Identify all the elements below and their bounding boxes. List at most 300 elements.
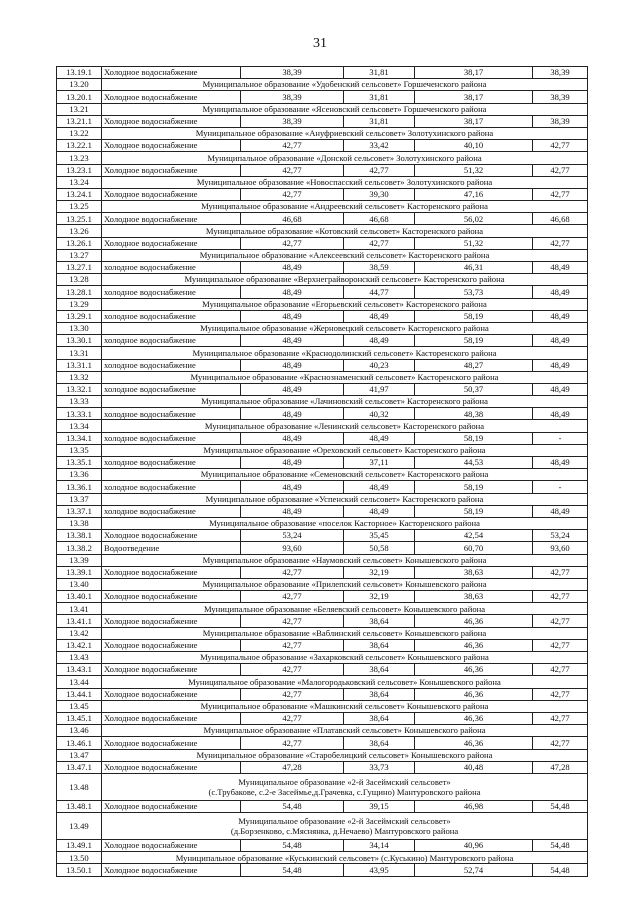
row-code: 13.39 bbox=[57, 554, 102, 566]
row-code: 13.20.1 bbox=[57, 91, 102, 103]
municipality-row bbox=[57, 603, 588, 615]
tariff-value-3: 46,36 bbox=[415, 615, 533, 627]
tariff-table bbox=[56, 66, 588, 877]
service-name: холодное водоснабжение bbox=[102, 335, 241, 347]
tariff-value-4: 48,49 bbox=[533, 262, 588, 274]
service-name: Холодное водоснабжение bbox=[102, 188, 241, 200]
municipality-row bbox=[57, 420, 588, 432]
tariff-value-4: 93,60 bbox=[533, 542, 588, 554]
municipality-row bbox=[57, 371, 588, 383]
row-code: 13.21.1 bbox=[57, 115, 102, 127]
tariff-value-3: 48,27 bbox=[415, 359, 533, 371]
tariff-value-1: 42,77 bbox=[241, 615, 344, 627]
municipality-row bbox=[57, 493, 588, 505]
tariff-value-3: 38,63 bbox=[415, 591, 533, 603]
tariff-value-2: 42,77 bbox=[344, 237, 415, 249]
tariff-value-3: 50,37 bbox=[415, 383, 533, 395]
row-code: 13.33 bbox=[57, 396, 102, 408]
tariff-value-4: 42,77 bbox=[533, 688, 588, 700]
tariff-value-1: 42,77 bbox=[241, 164, 344, 176]
tariff-value-2: 38,59 bbox=[344, 262, 415, 274]
municipality-name-line: Муниципальное образование «2-й Засеймский сельсовет» bbox=[238, 776, 451, 787]
tariff-value-2: 48,49 bbox=[344, 310, 415, 322]
tariff-value-2: 40,23 bbox=[344, 359, 415, 371]
tariff-value-3: 58,19 bbox=[415, 432, 533, 444]
tariff-value-1: 42,77 bbox=[241, 237, 344, 249]
tariff-value-1: 48,49 bbox=[241, 481, 344, 493]
tariff-value-2: 38,64 bbox=[344, 712, 415, 724]
row-code: 13.31.1 bbox=[57, 359, 102, 371]
municipality-name: Муниципальное образование «Краснознаменский сельсовет» Касторенского района bbox=[102, 371, 588, 383]
service-name: Холодное водоснабжение bbox=[102, 530, 241, 542]
municipality-row bbox=[57, 700, 588, 712]
municipality-row bbox=[57, 347, 588, 359]
table-row bbox=[57, 457, 588, 469]
tariff-value-3: 38,17 bbox=[415, 67, 533, 79]
table-row bbox=[57, 840, 588, 852]
service-name: холодное водоснабжение bbox=[102, 286, 241, 298]
row-code: 13.29 bbox=[57, 298, 102, 310]
table-row bbox=[57, 286, 588, 298]
tariff-value-4: 42,77 bbox=[533, 566, 588, 578]
municipality-name: Муниципальное образование «поселок Касторное» Касторенского района bbox=[102, 517, 588, 529]
tariff-value-4: 42,77 bbox=[533, 615, 588, 627]
municipality-name: Муниципальное образование «Верхнеграйворонский сельсовет» Касторенского района bbox=[102, 274, 588, 286]
service-name: Холодное водоснабжение bbox=[102, 164, 241, 176]
table-row bbox=[57, 864, 588, 876]
row-code: 13.47 bbox=[57, 749, 102, 761]
row-code: 13.28 bbox=[57, 274, 102, 286]
tariff-value-1: 54,48 bbox=[241, 840, 344, 852]
tariff-value-4: 48,49 bbox=[533, 408, 588, 420]
municipality-name: Муниципальное образование «Платавский сельсовет» Конышевского района bbox=[102, 725, 588, 737]
service-name: Холодное водоснабжение bbox=[102, 91, 241, 103]
tariff-value-2: 34,14 bbox=[344, 840, 415, 852]
municipality-name-line: (д.Борзенково, с.Мяснянка, д.Нечаево) Мантуровского района bbox=[230, 826, 459, 837]
tariff-value-1: 42,77 bbox=[241, 664, 344, 676]
municipality-row bbox=[57, 249, 588, 261]
service-name: холодное водоснабжение bbox=[102, 457, 241, 469]
tariff-value-4: 42,77 bbox=[533, 188, 588, 200]
municipality-row bbox=[57, 813, 588, 840]
tariff-value-2: 33,73 bbox=[344, 761, 415, 773]
row-code: 13.33.1 bbox=[57, 408, 102, 420]
municipality-name: Муниципальное образование «Малогородьковский сельсовет» Конышевского района bbox=[102, 676, 588, 688]
tariff-value-2: 39,30 bbox=[344, 188, 415, 200]
row-code: 13.43 bbox=[57, 652, 102, 664]
service-name: холодное водоснабжение bbox=[102, 432, 241, 444]
table-row bbox=[57, 188, 588, 200]
tariff-value-3: 46,36 bbox=[415, 688, 533, 700]
row-code: 13.46 bbox=[57, 725, 102, 737]
municipality-name: Муниципальное образование «Прилепский сельсовет» Конышевского района bbox=[102, 578, 588, 590]
tariff-value-1: 48,49 bbox=[241, 408, 344, 420]
row-code: 13.22.1 bbox=[57, 140, 102, 152]
tariff-value-4: 54,48 bbox=[533, 840, 588, 852]
tariff-value-2: 32,19 bbox=[344, 591, 415, 603]
row-code: 13.23.1 bbox=[57, 164, 102, 176]
municipality-row bbox=[57, 469, 588, 481]
service-name: Холодное водоснабжение bbox=[102, 591, 241, 603]
tariff-value-3: 58,19 bbox=[415, 310, 533, 322]
table-row bbox=[57, 335, 588, 347]
tariff-value-3: 40,48 bbox=[415, 761, 533, 773]
municipality-name: Муниципальное образование «Андреевский сельсовет» Касторенского района bbox=[102, 201, 588, 213]
tariff-value-2: 31,81 bbox=[344, 91, 415, 103]
row-code: 13.50.1 bbox=[57, 864, 102, 876]
row-code: 13.28.1 bbox=[57, 286, 102, 298]
row-code: 13.25 bbox=[57, 201, 102, 213]
municipality-row bbox=[57, 554, 588, 566]
municipality-name-line: Муниципальное образование «2-й Засеймский сельсовет» bbox=[238, 815, 451, 826]
table-row bbox=[57, 530, 588, 542]
row-code: 13.27.1 bbox=[57, 262, 102, 274]
tariff-value-4: - bbox=[533, 432, 588, 444]
tariff-value-3: 47,16 bbox=[415, 188, 533, 200]
tariff-value-1: 42,77 bbox=[241, 712, 344, 724]
municipality-name: Муниципальное образование «Донской сельсовет» Золотухинского района bbox=[102, 152, 588, 164]
tariff-value-2: 44,77 bbox=[344, 286, 415, 298]
municipality-name: Муниципальное образование «Ваблинский сельсовет» Конышевского района bbox=[102, 627, 588, 639]
municipality-row bbox=[57, 274, 588, 286]
table-row bbox=[57, 359, 588, 371]
tariff-value-1: 42,77 bbox=[241, 188, 344, 200]
municipality-row bbox=[57, 676, 588, 688]
table-row bbox=[57, 140, 588, 152]
tariff-value-4: 42,77 bbox=[533, 737, 588, 749]
municipality-row bbox=[57, 322, 588, 334]
table-row bbox=[57, 615, 588, 627]
municipality-name: Муниципальное образование «Куськинский сельсовет» (с.Куськино) Мантуровского района bbox=[102, 852, 588, 864]
municipality-row bbox=[57, 152, 588, 164]
municipality-row bbox=[57, 852, 588, 864]
tariff-value-2: 41,97 bbox=[344, 383, 415, 395]
tariff-value-4: 48,49 bbox=[533, 310, 588, 322]
tariff-value-4: 42,77 bbox=[533, 140, 588, 152]
row-code: 13.31 bbox=[57, 347, 102, 359]
tariff-value-4: 54,48 bbox=[533, 864, 588, 876]
tariff-value-2: 33,42 bbox=[344, 140, 415, 152]
row-code: 13.24 bbox=[57, 176, 102, 188]
tariff-value-4: 48,49 bbox=[533, 286, 588, 298]
tariff-value-4: 54,48 bbox=[533, 800, 588, 812]
tariff-value-3: 58,19 bbox=[415, 505, 533, 517]
service-name: Холодное водоснабжение bbox=[102, 761, 241, 773]
municipality-name: Муниципальное образование «Краснодолинский сельсовет» Касторенского района bbox=[102, 347, 588, 359]
tariff-value-3: 46,36 bbox=[415, 639, 533, 651]
row-code: 13.34 bbox=[57, 420, 102, 432]
table-row bbox=[57, 432, 588, 444]
row-code: 13.45 bbox=[57, 700, 102, 712]
tariff-value-2: 38,64 bbox=[344, 615, 415, 627]
municipality-name: Муниципальное образование «Захарковский сельсовет» Конышевского района bbox=[102, 652, 588, 664]
service-name: Холодное водоснабжение bbox=[102, 213, 241, 225]
tariff-value-3: 51,32 bbox=[415, 164, 533, 176]
table-row bbox=[57, 213, 588, 225]
row-code: 13.27 bbox=[57, 249, 102, 261]
row-code: 13.44.1 bbox=[57, 688, 102, 700]
municipality-name bbox=[102, 813, 588, 840]
service-name: Холодное водоснабжение bbox=[102, 67, 241, 79]
tariff-value-1: 42,77 bbox=[241, 737, 344, 749]
service-name: Холодное водоснабжение bbox=[102, 639, 241, 651]
row-code: 13.26.1 bbox=[57, 237, 102, 249]
tariff-value-4: 42,77 bbox=[533, 712, 588, 724]
tariff-value-2: 42,77 bbox=[344, 164, 415, 176]
row-code: 13.21 bbox=[57, 103, 102, 115]
row-code: 13.42.1 bbox=[57, 639, 102, 651]
tariff-value-4: 42,77 bbox=[533, 591, 588, 603]
service-name: Холодное водоснабжение bbox=[102, 615, 241, 627]
service-name: Холодное водоснабжение bbox=[102, 840, 241, 852]
table-row bbox=[57, 566, 588, 578]
table-row bbox=[57, 800, 588, 812]
municipality-name: Муниципальное образование «Ореховский сельсовет» Касторенского района bbox=[102, 444, 588, 456]
table-row bbox=[57, 115, 588, 127]
tariff-value-1: 42,77 bbox=[241, 639, 344, 651]
tariff-value-1: 48,49 bbox=[241, 505, 344, 517]
row-code: 13.36 bbox=[57, 469, 102, 481]
service-name: холодное водоснабжение bbox=[102, 505, 241, 517]
row-code: 13.23 bbox=[57, 152, 102, 164]
municipality-name: Муниципальное образование «Ануфриевский сельсовет» Золотухинского района bbox=[102, 127, 588, 139]
table-row bbox=[57, 310, 588, 322]
row-code: 13.43.1 bbox=[57, 664, 102, 676]
service-name: Холодное водоснабжение bbox=[102, 688, 241, 700]
tariff-value-1: 47,28 bbox=[241, 761, 344, 773]
tariff-value-3: 48,38 bbox=[415, 408, 533, 420]
tariff-value-1: 48,49 bbox=[241, 383, 344, 395]
tariff-value-4: 42,77 bbox=[533, 639, 588, 651]
tariff-value-1: 54,48 bbox=[241, 800, 344, 812]
municipality-name: Муниципальное образование «Егорьевский сельсовет» Касторенского района bbox=[102, 298, 588, 310]
tariff-value-2: 38,64 bbox=[344, 688, 415, 700]
table-row bbox=[57, 91, 588, 103]
table-row bbox=[57, 237, 588, 249]
municipality-row bbox=[57, 176, 588, 188]
tariff-value-1: 42,77 bbox=[241, 566, 344, 578]
tariff-value-2: 40,32 bbox=[344, 408, 415, 420]
tariff-value-2: 35,45 bbox=[344, 530, 415, 542]
tariff-value-1: 38,39 bbox=[241, 67, 344, 79]
municipality-name: Муниципальное образование «Ясеновский сельсовет» Горшеченского района bbox=[102, 103, 588, 115]
municipality-name: Муниципальное образование «Удобенский сельсовет» Горшеченского района bbox=[102, 79, 588, 91]
row-code: 13.49.1 bbox=[57, 840, 102, 852]
row-code: 13.38.1 bbox=[57, 530, 102, 542]
tariff-value-3: 46,98 bbox=[415, 800, 533, 812]
tariff-value-3: 40,96 bbox=[415, 840, 533, 852]
row-code: 13.20 bbox=[57, 79, 102, 91]
table-row bbox=[57, 505, 588, 517]
table-row bbox=[57, 164, 588, 176]
tariff-value-4: 48,49 bbox=[533, 335, 588, 347]
tariff-value-4: 48,49 bbox=[533, 505, 588, 517]
tariff-value-1: 48,49 bbox=[241, 310, 344, 322]
tariff-value-3: 53,73 bbox=[415, 286, 533, 298]
service-name: Холодное водоснабжение bbox=[102, 566, 241, 578]
table-row bbox=[57, 761, 588, 773]
tariff-value-2: 48,49 bbox=[344, 335, 415, 347]
service-name: холодное водоснабжение bbox=[102, 383, 241, 395]
tariff-value-1: 48,49 bbox=[241, 262, 344, 274]
tariff-value-3: 44,53 bbox=[415, 457, 533, 469]
tariff-value-2: 38,64 bbox=[344, 664, 415, 676]
tariff-value-2: 31,81 bbox=[344, 67, 415, 79]
service-name: Холодное водоснабжение bbox=[102, 712, 241, 724]
tariff-value-3: 42,54 bbox=[415, 530, 533, 542]
row-code: 13.30 bbox=[57, 322, 102, 334]
tariff-value-4: 42,77 bbox=[533, 664, 588, 676]
service-name: холодное водоснабжение bbox=[102, 481, 241, 493]
row-code: 13.41 bbox=[57, 603, 102, 615]
row-code: 13.36.1 bbox=[57, 481, 102, 493]
municipality-name: Муниципальное образование «Ленинский сельсовет» Касторенского района bbox=[102, 420, 588, 432]
service-name: Холодное водоснабжение bbox=[102, 864, 241, 876]
service-name: Холодное водоснабжение bbox=[102, 140, 241, 152]
tariff-value-4: 42,77 bbox=[533, 237, 588, 249]
tariff-value-4: 38,39 bbox=[533, 67, 588, 79]
tariff-value-1: 48,49 bbox=[241, 335, 344, 347]
row-code: 13.47.1 bbox=[57, 761, 102, 773]
tariff-value-1: 42,77 bbox=[241, 688, 344, 700]
tariff-value-4: 42,77 bbox=[533, 164, 588, 176]
row-code: 13.34.1 bbox=[57, 432, 102, 444]
tariff-value-4: 38,39 bbox=[533, 115, 588, 127]
tariff-value-4: 48,49 bbox=[533, 457, 588, 469]
service-name: Холодное водоснабжение bbox=[102, 737, 241, 749]
tariff-value-2: 50,58 bbox=[344, 542, 415, 554]
tariff-value-1: 48,49 bbox=[241, 286, 344, 298]
municipality-row bbox=[57, 225, 588, 237]
municipality-name bbox=[102, 773, 588, 800]
row-code: 13.38 bbox=[57, 517, 102, 529]
municipality-row bbox=[57, 773, 588, 800]
row-code: 13.25.1 bbox=[57, 213, 102, 225]
table-row bbox=[57, 688, 588, 700]
row-code: 13.37 bbox=[57, 493, 102, 505]
tariff-value-4: 48,49 bbox=[533, 383, 588, 395]
row-code: 13.30.1 bbox=[57, 335, 102, 347]
municipality-name: Муниципальное образование «Старобелицкий сельсовет» Конышевского района bbox=[102, 749, 588, 761]
row-code: 13.45.1 bbox=[57, 712, 102, 724]
municipality-row bbox=[57, 103, 588, 115]
tariff-value-3: 58,19 bbox=[415, 481, 533, 493]
row-code: 13.19.1 bbox=[57, 67, 102, 79]
table-row bbox=[57, 67, 588, 79]
tariff-value-1: 38,39 bbox=[241, 91, 344, 103]
tariff-value-1: 48,49 bbox=[241, 359, 344, 371]
tariff-value-4: 38,39 bbox=[533, 91, 588, 103]
tariff-value-1: 93,60 bbox=[241, 542, 344, 554]
municipality-row bbox=[57, 127, 588, 139]
tariff-value-2: 48,49 bbox=[344, 432, 415, 444]
tariff-value-2: 37,11 bbox=[344, 457, 415, 469]
tariff-value-3: 52,74 bbox=[415, 864, 533, 876]
row-code: 13.48.1 bbox=[57, 800, 102, 812]
municipality-name-line: (с.Трубакове, с.2-е Засеймье,д.Грачевка, с.Гущино) Мантуровского района bbox=[208, 786, 481, 797]
tariff-value-2: 38,64 bbox=[344, 639, 415, 651]
tariff-value-1: 53,24 bbox=[241, 530, 344, 542]
service-name: Водоотведение bbox=[102, 542, 241, 554]
row-code: 13.29.1 bbox=[57, 310, 102, 322]
row-code: 13.44 bbox=[57, 676, 102, 688]
tariff-value-1: 54,48 bbox=[241, 864, 344, 876]
municipality-name: Муниципальное образование «Лачиновский сельсовет» Касторенского района bbox=[102, 396, 588, 408]
table-row bbox=[57, 664, 588, 676]
row-code: 13.32 bbox=[57, 371, 102, 383]
table-row bbox=[57, 383, 588, 395]
table-row bbox=[57, 481, 588, 493]
tariff-value-4: 48,49 bbox=[533, 359, 588, 371]
tariff-value-2: 32,19 bbox=[344, 566, 415, 578]
service-name: холодное водоснабжение bbox=[102, 310, 241, 322]
table-row bbox=[57, 591, 588, 603]
municipality-row bbox=[57, 725, 588, 737]
tariff-value-2: 31,81 bbox=[344, 115, 415, 127]
municipality-row bbox=[57, 444, 588, 456]
municipality-row bbox=[57, 627, 588, 639]
row-code: 13.26 bbox=[57, 225, 102, 237]
tariff-value-4: 46,68 bbox=[533, 213, 588, 225]
tariff-value-3: 38,63 bbox=[415, 566, 533, 578]
service-name: Холодное водоснабжение bbox=[102, 800, 241, 812]
municipality-row bbox=[57, 396, 588, 408]
row-code: 13.46.1 bbox=[57, 737, 102, 749]
row-code: 13.50 bbox=[57, 852, 102, 864]
table-row bbox=[57, 737, 588, 749]
municipality-row bbox=[57, 201, 588, 213]
tariff-value-1: 46,68 bbox=[241, 213, 344, 225]
row-code: 13.38.2 bbox=[57, 542, 102, 554]
table-row bbox=[57, 542, 588, 554]
row-code: 13.22 bbox=[57, 127, 102, 139]
row-code: 13.35.1 bbox=[57, 457, 102, 469]
tariff-value-3: 60,70 bbox=[415, 542, 533, 554]
row-code: 13.40 bbox=[57, 578, 102, 590]
municipality-name: Муниципальное образование «Беляевский сельсовет» Конышевского района bbox=[102, 603, 588, 615]
tariff-value-1: 48,49 bbox=[241, 457, 344, 469]
municipality-name: Муниципальное образование «Наумовский сельсовет» Конышевского района bbox=[102, 554, 588, 566]
row-code: 13.41.1 bbox=[57, 615, 102, 627]
tariff-value-3: 46,36 bbox=[415, 737, 533, 749]
table-row bbox=[57, 262, 588, 274]
tariff-value-3: 40,10 bbox=[415, 140, 533, 152]
tariff-value-4: 47,28 bbox=[533, 761, 588, 773]
tariff-value-1: 42,77 bbox=[241, 140, 344, 152]
tariff-value-2: 39,15 bbox=[344, 800, 415, 812]
tariff-value-3: 46,36 bbox=[415, 664, 533, 676]
row-code: 13.24.1 bbox=[57, 188, 102, 200]
service-name: холодное водоснабжение bbox=[102, 359, 241, 371]
tariff-value-2: 48,49 bbox=[344, 481, 415, 493]
row-code: 13.35 bbox=[57, 444, 102, 456]
municipality-name: Муниципальное образование «Алексеевский сельсовет» Касторенского района bbox=[102, 249, 588, 261]
tariff-value-2: 43,95 bbox=[344, 864, 415, 876]
tariff-value-2: 38,64 bbox=[344, 737, 415, 749]
service-name: Холодное водоснабжение bbox=[102, 237, 241, 249]
service-name: холодное водоснабжение bbox=[102, 262, 241, 274]
page-number: 31 bbox=[313, 36, 327, 51]
tariff-value-3: 46,36 bbox=[415, 712, 533, 724]
municipality-name: Муниципальное образование «Жерновецкий сельсовет» Касторенского района bbox=[102, 322, 588, 334]
municipality-name: Муниципальное образование «Семеновский сельсовет» Касторенского района bbox=[102, 469, 588, 481]
municipality-row bbox=[57, 652, 588, 664]
tariff-value-2: 46,68 bbox=[344, 213, 415, 225]
service-name: Холодное водоснабжение bbox=[102, 664, 241, 676]
municipality-row bbox=[57, 517, 588, 529]
table-row bbox=[57, 639, 588, 651]
municipality-row bbox=[57, 749, 588, 761]
